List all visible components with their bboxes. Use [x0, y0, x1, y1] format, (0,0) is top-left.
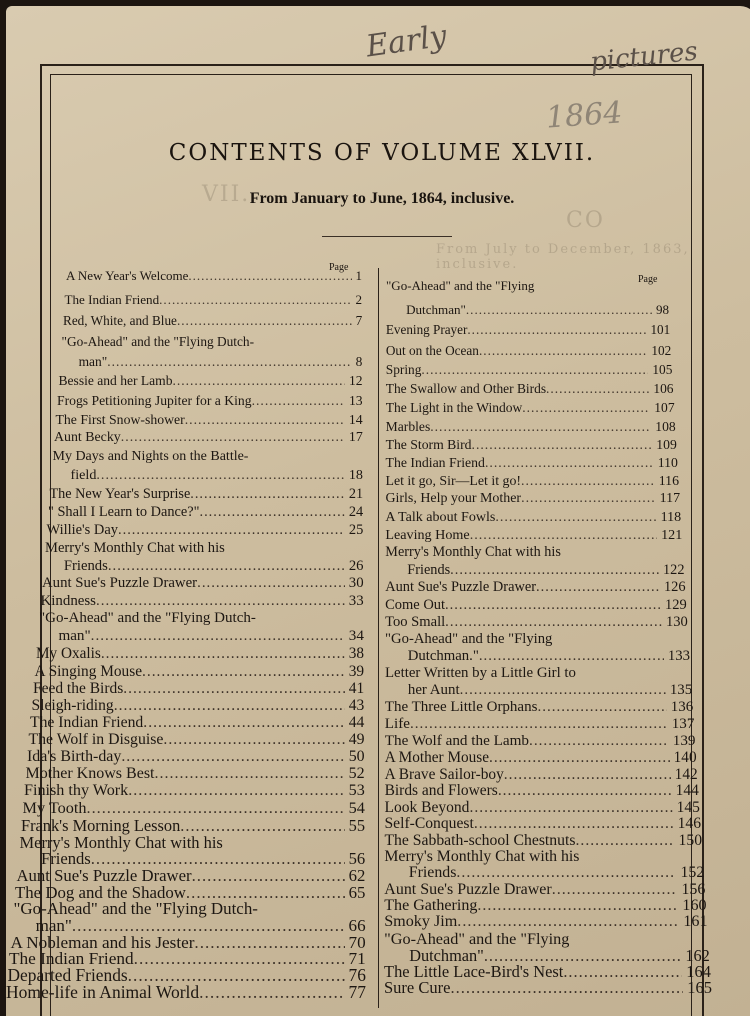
- toc-entry-page: 136: [670, 698, 694, 715]
- toc-entry-page: 13: [348, 392, 363, 408]
- toc-entry-title: Birds and Flowers: [384, 782, 498, 800]
- toc-entry: [386, 343, 671, 359]
- leader-dots: [575, 832, 674, 850]
- leader-dots: [456, 864, 676, 882]
- toc-entry: [45, 540, 363, 557]
- toc-entry: [385, 766, 698, 784]
- toc-entry: [35, 663, 365, 681]
- toc-entry-title: Let it go, Sir—Let it go!: [385, 473, 521, 489]
- toc-entry-title: Too Small: [385, 613, 446, 630]
- leader-dots: [96, 593, 345, 610]
- handwritten-note-pictures: pictures: [588, 36, 700, 78]
- toc-entry-page: 52: [348, 765, 365, 783]
- leader-dots: [498, 782, 672, 800]
- toc-entry: [26, 765, 365, 783]
- toc-entry-page: 62: [348, 866, 366, 886]
- toc-entry: [41, 593, 364, 610]
- toc-entry-page: 108: [655, 418, 676, 434]
- toc-entry: [53, 449, 363, 465]
- toc-entry-title: "Go-Ahead" and the "Flying Dutch-: [39, 610, 256, 627]
- toc-entry: [36, 645, 364, 663]
- toc-entry: [385, 579, 685, 596]
- toc-entry: [385, 491, 680, 507]
- toc-entry-page: 17: [348, 430, 363, 446]
- leader-dots: [489, 749, 670, 767]
- leader-dots: [142, 663, 345, 681]
- title-rule: [322, 236, 452, 237]
- toc-entry: [33, 680, 364, 698]
- leader-dots: [177, 313, 352, 329]
- toc-entry-page: 109: [656, 437, 677, 453]
- toc-entry-page: 137: [671, 715, 695, 732]
- toc-entry-page: 156: [681, 880, 706, 898]
- toc-entry-title: A New Year's Welcome: [66, 268, 189, 283]
- bleed-through-text: CO: [566, 208, 605, 233]
- toc-entry: [384, 848, 703, 866]
- toc-entry-page: 77: [348, 982, 366, 1002]
- toc-entry: [385, 509, 681, 526]
- leader-dots: [495, 509, 656, 526]
- toc-entry: [48, 504, 363, 521]
- toc-entry-page: 24: [348, 503, 364, 520]
- leader-dots: [121, 430, 345, 446]
- toc-entry-page: 39: [348, 662, 365, 680]
- toc-entry-page: 56: [348, 849, 366, 869]
- toc-entry-title: Home-life in Animal World: [6, 982, 200, 1002]
- toc-entry: [385, 799, 700, 817]
- toc-entry: [385, 815, 702, 833]
- leader-dots: [96, 467, 344, 484]
- toc-entry-page: 101: [650, 322, 671, 338]
- toc-entry-title: Come Out: [385, 596, 446, 613]
- left-page-header: Page: [329, 262, 349, 273]
- leader-dots: [466, 302, 652, 318]
- toc-entry-title: Frogs Petitioning Jupiter for a King: [57, 392, 252, 408]
- leader-dots: [159, 292, 351, 308]
- toc-entry-title: Merry's Monthly Chat with his: [385, 544, 561, 561]
- toc-entry: [63, 313, 362, 329]
- toc-entry-title: The Little Lace-Bird's Nest: [384, 961, 564, 981]
- toc-entry-title: Sure Cure: [384, 978, 451, 997]
- toc-entry-page: 162: [685, 945, 710, 965]
- toc-entry-title: The Swallow and Other Birds: [385, 381, 547, 397]
- leader-dots: [546, 381, 649, 397]
- toc-entry-title: Frank's Morning Lesson: [21, 815, 181, 835]
- handwritten-note-year: 1864: [544, 95, 624, 136]
- toc-entry-page: 43: [348, 697, 365, 715]
- page-subtitle: From January to June, 1864, inclusive.: [249, 190, 515, 207]
- leader-dots: [91, 628, 345, 645]
- toc-entry-title: Life: [384, 715, 410, 732]
- toc-entry-title: A Nobleman and his Jester: [10, 932, 195, 952]
- toc-entry-title: Friends: [408, 864, 457, 882]
- leader-dots: [143, 714, 344, 732]
- toc-entry-title: The Storm Bird: [385, 437, 472, 453]
- toc-entry-title: A Brave Sailor-boy: [384, 765, 504, 783]
- toc-entry-title: The Three Little Orphans: [384, 698, 538, 715]
- toc-entry-title: A Mother Mouse: [384, 748, 489, 766]
- toc-entry-title: "Go-Ahead" and the "Flying: [384, 929, 570, 948]
- toc-entry-title: The Indian Friend: [64, 291, 160, 307]
- toc-entry: [409, 864, 705, 882]
- toc-entry: [39, 610, 364, 627]
- toc-entry-page: 7: [355, 313, 363, 329]
- toc-entry-title: Dutchman.": [407, 647, 479, 664]
- toc-entry: [385, 614, 688, 631]
- toc-entry: [385, 716, 695, 733]
- leader-dots: [172, 373, 344, 389]
- toc-entry: [56, 412, 363, 428]
- leader-dots: [470, 527, 657, 544]
- toc-entry-page: 110: [657, 455, 678, 471]
- toc-entry-title: "Go-Ahead" and the "Flying: [386, 278, 535, 293]
- toc-entry-page: 135: [669, 681, 693, 698]
- toc-entry-page: 33: [348, 592, 364, 609]
- toc-entry: [66, 268, 362, 284]
- toc-entry-title: Friends: [63, 557, 108, 574]
- toc-entry: [408, 648, 690, 665]
- toc-entry-page: 49: [348, 731, 365, 749]
- leader-dots: [445, 597, 661, 614]
- toc-entry-page: 1: [355, 268, 362, 283]
- toc-entry: [24, 782, 365, 800]
- toc-entry-page: 142: [674, 765, 698, 783]
- leader-dots: [521, 491, 656, 507]
- toc-entry: [385, 665, 691, 682]
- toc-entry-title: Merry's Monthly Chat with his: [45, 539, 225, 556]
- toc-entry-page: 55: [348, 815, 365, 835]
- toc-entry-title: "Go-Ahead" and the "Flying Dutch-: [13, 899, 258, 919]
- toc-entry-page: 30: [348, 575, 364, 592]
- toc-entry-page: 160: [682, 897, 707, 915]
- leader-dots: [479, 648, 664, 665]
- leader-dots: [421, 362, 648, 378]
- leader-dots: [108, 558, 345, 575]
- toc-entry-title: The Indian Friend: [9, 949, 134, 969]
- toc-entry-page: 139: [672, 732, 696, 750]
- leader-dots: [474, 815, 674, 833]
- toc-entry-title: Finish thy Work: [24, 782, 129, 800]
- toc-entry-title: Aunt Becky: [54, 430, 121, 446]
- toc-entry-title: Dutchman": [409, 945, 484, 965]
- toc-entry-title: "Go-Ahead" and the "Flying Dutch-: [61, 333, 255, 349]
- toc-entry-title: "Go-Ahead" and the "Flying: [385, 630, 553, 647]
- toc-entry: [385, 749, 697, 767]
- toc-entry: [385, 699, 693, 716]
- toc-entry-page: 165: [687, 978, 712, 997]
- toc-entry-page: 50: [348, 748, 365, 766]
- toc-entry-page: 150: [678, 831, 703, 849]
- leader-dots: [121, 748, 344, 766]
- toc-entry-page: 71: [348, 949, 366, 969]
- toc-entry-title: My Days and Nights on the Battle-: [52, 449, 249, 464]
- leader-dots: [552, 881, 678, 899]
- toc-entry-title: The Dog and the Shadow: [15, 882, 186, 902]
- leader-dots: [485, 455, 654, 471]
- toc-entry-page: 145: [676, 798, 700, 816]
- toc-entry-page: 98: [656, 301, 670, 317]
- document-page: [6, 6, 750, 1016]
- toc-entry-title: her Aunt: [407, 681, 460, 698]
- toc-entry-page: 2: [355, 291, 363, 307]
- toc-entry: [408, 682, 692, 699]
- toc-entry-title: Marbles: [385, 418, 431, 434]
- toc-entry: [47, 522, 364, 539]
- toc-entry-page: 107: [654, 400, 675, 416]
- toc-entry: [385, 544, 683, 561]
- toc-entry-title: Aunt Sue's Puzzle Drawer: [385, 579, 537, 596]
- toc-entry: [30, 714, 364, 732]
- toc-entry: [385, 782, 699, 800]
- leader-dots: [445, 614, 662, 631]
- toc-entry-title: Aunt Sue's Puzzle Drawer: [42, 575, 198, 592]
- toc-entry: [386, 474, 680, 490]
- toc-entry: [79, 354, 363, 370]
- toc-entry-title: Out on the Ocean: [385, 342, 479, 358]
- toc-entry: [385, 527, 682, 544]
- toc-entry-page: 116: [658, 473, 679, 489]
- toc-entry-page: 152: [680, 864, 705, 882]
- leader-dots: [537, 699, 666, 716]
- toc-entry-title: Ida's Birth-day: [27, 748, 122, 766]
- leader-dots: [410, 716, 668, 733]
- toc-entry-page: 25: [348, 521, 364, 538]
- toc-entry-title: The New Year's Surprise: [49, 485, 191, 502]
- toc-entry-page: 65: [348, 882, 366, 902]
- leader-dots: [479, 343, 647, 359]
- toc-entry-title: Spring: [385, 362, 422, 378]
- toc-entry-title: The Wolf in Disguise: [28, 731, 164, 749]
- toc-entry-title: Feed the Birds: [33, 679, 124, 697]
- toc-entry-title: Evening Prayer: [385, 322, 468, 338]
- leader-dots: [128, 782, 344, 800]
- toc-entry-title: The Indian Friend: [30, 714, 144, 732]
- leader-dots: [185, 412, 345, 428]
- toc-entry-title: Dutchman": [406, 301, 466, 317]
- toc-entry-title: Girls, Help your Mother: [385, 491, 522, 507]
- toc-entry-page: 66: [348, 916, 366, 936]
- leader-dots: [450, 562, 659, 579]
- toc-entry-page: 117: [659, 491, 681, 507]
- toc-entry-page: 76: [348, 965, 366, 985]
- toc-entry: [386, 322, 670, 338]
- toc-entry-title: The Indian Friend: [385, 455, 485, 471]
- toc-entry-page: 54: [348, 799, 365, 818]
- toc-entry-page: 133: [667, 647, 690, 664]
- toc-entry-page: 34: [348, 627, 364, 644]
- leader-dots: [504, 766, 671, 784]
- leader-dots: [467, 322, 646, 338]
- right-page-header: Page: [638, 274, 658, 285]
- toc-entry-title: My Tooth: [22, 799, 87, 818]
- toc-entry-title: Bessie and her Lamb: [58, 373, 173, 389]
- toc-entry: [42, 575, 364, 592]
- toc-entry-page: 8: [355, 353, 363, 369]
- toc-entry: [29, 731, 365, 749]
- leader-dots: [252, 393, 345, 409]
- toc-entry: [386, 278, 668, 294]
- toc-entry-title: Aunt Sue's Puzzle Drawer: [16, 866, 192, 886]
- toc-entry-title: Red, White, and Blue: [63, 313, 177, 329]
- toc-entry-page: 105: [652, 362, 673, 378]
- column-divider: [378, 268, 379, 1008]
- toc-entry: [384, 832, 702, 850]
- toc-entry-page: 130: [665, 613, 688, 630]
- toc-entry-title: Friends: [407, 561, 451, 578]
- toc-entry-page: 126: [663, 579, 686, 596]
- toc-entry: [27, 748, 365, 766]
- toc-entry-title: A Talk about Fowls: [385, 509, 496, 526]
- toc-entry-title: My Oxalis: [36, 645, 101, 663]
- toc-entry-page: 18: [348, 467, 363, 484]
- toc-entry: [50, 486, 364, 503]
- toc-entry-title: Leaving Home: [385, 526, 470, 543]
- toc-entry-page: 21: [348, 485, 364, 502]
- leader-dots: [529, 732, 669, 750]
- toc-entry: [64, 558, 364, 575]
- toc-entry: [57, 393, 363, 409]
- toc-entry-title: Kindness: [40, 592, 96, 609]
- toc-entry: [386, 381, 674, 397]
- toc-entry-page: 146: [677, 815, 701, 833]
- leader-dots: [118, 522, 345, 539]
- leader-dots: [197, 575, 345, 592]
- toc-entry: [59, 373, 363, 389]
- toc-entry: [385, 631, 689, 648]
- leader-dots: [190, 486, 345, 503]
- toc-entry-title: The First Snow-shower: [55, 411, 185, 427]
- toc-entry-page: 122: [663, 561, 685, 578]
- toc-entry-page: 102: [651, 342, 672, 358]
- leader-dots: [101, 645, 345, 663]
- toc-entry-page: 53: [348, 782, 365, 800]
- toc-entry-title: field: [70, 467, 97, 484]
- toc-entry-page: 44: [348, 714, 365, 732]
- toc-entry-title: Look Beyond: [384, 798, 470, 816]
- toc-entry: [386, 419, 676, 435]
- toc-entry-title: Friends: [40, 849, 91, 869]
- leader-dots: [155, 765, 345, 783]
- toc-entry-page: 140: [673, 748, 697, 766]
- toc-entry: [32, 697, 365, 715]
- toc-entry: [384, 978, 712, 998]
- toc-entry-title: " Shall I Learn to Dance?": [48, 503, 200, 520]
- toc-entry-title: Departed Friends: [7, 965, 128, 985]
- toc-entry-page: 12: [348, 373, 363, 389]
- toc-entry-title: man": [58, 627, 91, 644]
- toc-entry-title: Mother Knows Best: [25, 765, 155, 783]
- toc-entry: [407, 562, 684, 579]
- leader-dots: [114, 697, 345, 715]
- bleed-through-text: VII.: [202, 182, 251, 207]
- toc-entry: [58, 628, 363, 645]
- toc-entry-title: Sleigh-riding: [31, 697, 114, 715]
- toc-entry-title: Aunt Sue's Puzzle Drawer: [384, 880, 552, 898]
- toc-entry-page: 164: [686, 961, 711, 981]
- toc-entry: [65, 292, 363, 308]
- toc-entry-page: 118: [660, 509, 682, 526]
- toc-entry-page: 26: [348, 557, 364, 574]
- leader-dots: [430, 419, 651, 435]
- toc-entry-page: 129: [664, 596, 687, 613]
- toc-entry-title: Smoky Jim: [384, 913, 458, 931]
- toc-entry-page: 70: [348, 932, 366, 952]
- leader-dots: [123, 680, 344, 698]
- toc-entry-title: Letter Written by a Little Girl to: [384, 664, 576, 681]
- toc-entry-page: 144: [675, 782, 699, 800]
- leader-dots: [521, 474, 655, 490]
- toc-entry-page: 14: [348, 411, 363, 427]
- toc-entry: [62, 334, 363, 350]
- handwritten-note-early: Early: [363, 18, 449, 65]
- toc-entry-page: 161: [683, 913, 708, 931]
- toc-entry: [386, 437, 677, 453]
- toc-entry-title: Willie's Day: [46, 521, 118, 538]
- leader-dots: [450, 978, 683, 998]
- toc-entry-title: Merry's Monthly Chat with his: [384, 848, 580, 866]
- toc-entry-title: A Singing Mouse: [34, 662, 143, 680]
- leader-dots: [188, 268, 351, 284]
- toc-entry-title: The Gathering: [384, 897, 478, 915]
- leader-dots: [522, 400, 650, 416]
- toc-entry-title: man": [35, 916, 72, 936]
- toc-entry: [386, 455, 678, 471]
- toc-entry-page: 38: [348, 645, 364, 663]
- page-title: CONTENTS OF VOLUME XLVII.: [168, 140, 596, 166]
- leader-dots: [536, 579, 660, 596]
- toc-entry: [71, 467, 363, 484]
- leader-dots: [469, 799, 672, 817]
- leader-dots: [460, 682, 666, 699]
- leader-dots: [107, 354, 351, 370]
- toc-entry-title: Merry's Monthly Chat with his: [19, 832, 223, 852]
- toc-entry: [386, 400, 675, 416]
- toc-entry: [384, 881, 705, 899]
- toc-entry: [386, 362, 673, 378]
- toc-entry: [54, 430, 363, 446]
- toc-entry-page: 41: [348, 679, 365, 697]
- toc-entry-title: The Light in the Window: [385, 400, 523, 416]
- toc-entry-title: The Sabbath-school Chestnuts: [384, 831, 576, 849]
- toc-entry-title: man": [78, 353, 108, 369]
- bleed-through-text: From July to December, 1863, inclusive.: [436, 242, 690, 272]
- leader-dots: [163, 731, 344, 749]
- toc-entry-title: Self-Conquest: [384, 815, 474, 833]
- toc-entry: [406, 302, 669, 318]
- leader-dots: [200, 504, 345, 521]
- toc-entry-page: 121: [661, 526, 683, 543]
- toc-entry: [385, 732, 696, 750]
- toc-entry: [385, 597, 687, 614]
- toc-entry-page: 106: [653, 381, 674, 397]
- toc-entry-title: The Wolf and the Lamb: [384, 732, 530, 750]
- leader-dots: [472, 437, 653, 453]
